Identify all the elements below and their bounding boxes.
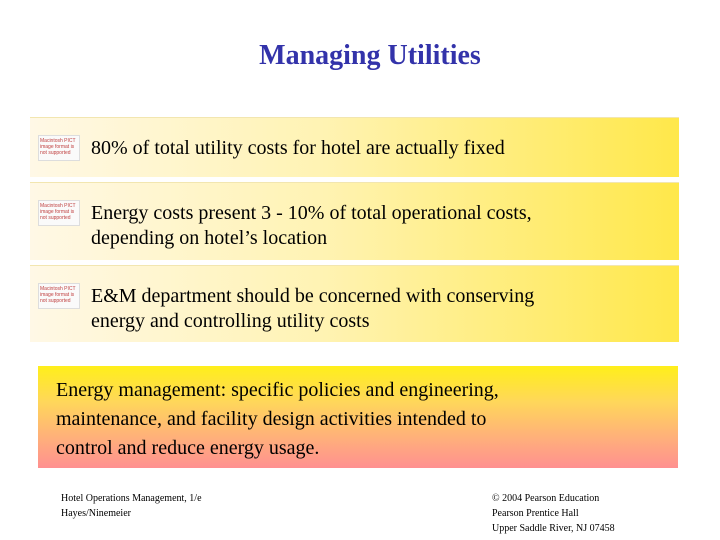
bullet-line: E&M department should be concerned with conserving [91,285,535,307]
definition-text [56,376,666,463]
bullet-text [91,284,671,334]
bullet-line: 80% of total utility costs for hotel are actually fixed [91,137,505,159]
definition-line: maintenance, and facility design activities intended to [56,408,487,430]
bullet-text [91,136,671,161]
footer-authors: Hayes/Ninemeier [61,508,131,519]
bullet-box-3 [30,265,679,342]
slide-title: Managing Utilities [259,40,481,71]
bullet-line: depending on hotel’s location [91,227,328,249]
bullet-text [91,201,671,251]
definition-line: Energy management: specific policies and engineering, [56,379,499,401]
footer-left [61,491,202,521]
footer-address: Upper Saddle River, NJ 07458 [492,523,615,534]
bullet-image-icon: Macintosh PICT image format is not supported [38,135,80,161]
bullet-box-1 [30,117,679,177]
bullet-image-icon: Macintosh PICT image format is not supported [38,200,80,226]
footer-book-title: Hotel Operations Management, 1/e [61,493,202,504]
footer-publisher: Pearson Prentice Hall [492,508,579,519]
bullet-box-2 [30,182,679,260]
footer-right [492,491,615,536]
bullet-line: energy and controlling utility costs [91,310,370,332]
definition-line: control and reduce energy usage. [56,437,320,459]
footer-copyright: © 2004 Pearson Education [492,493,600,504]
bullet-image-icon: Macintosh PICT image format is not supported [38,283,80,309]
bullet-line: Energy costs present 3 - 10% of total operational costs, [91,202,532,224]
definition-box [38,366,678,468]
